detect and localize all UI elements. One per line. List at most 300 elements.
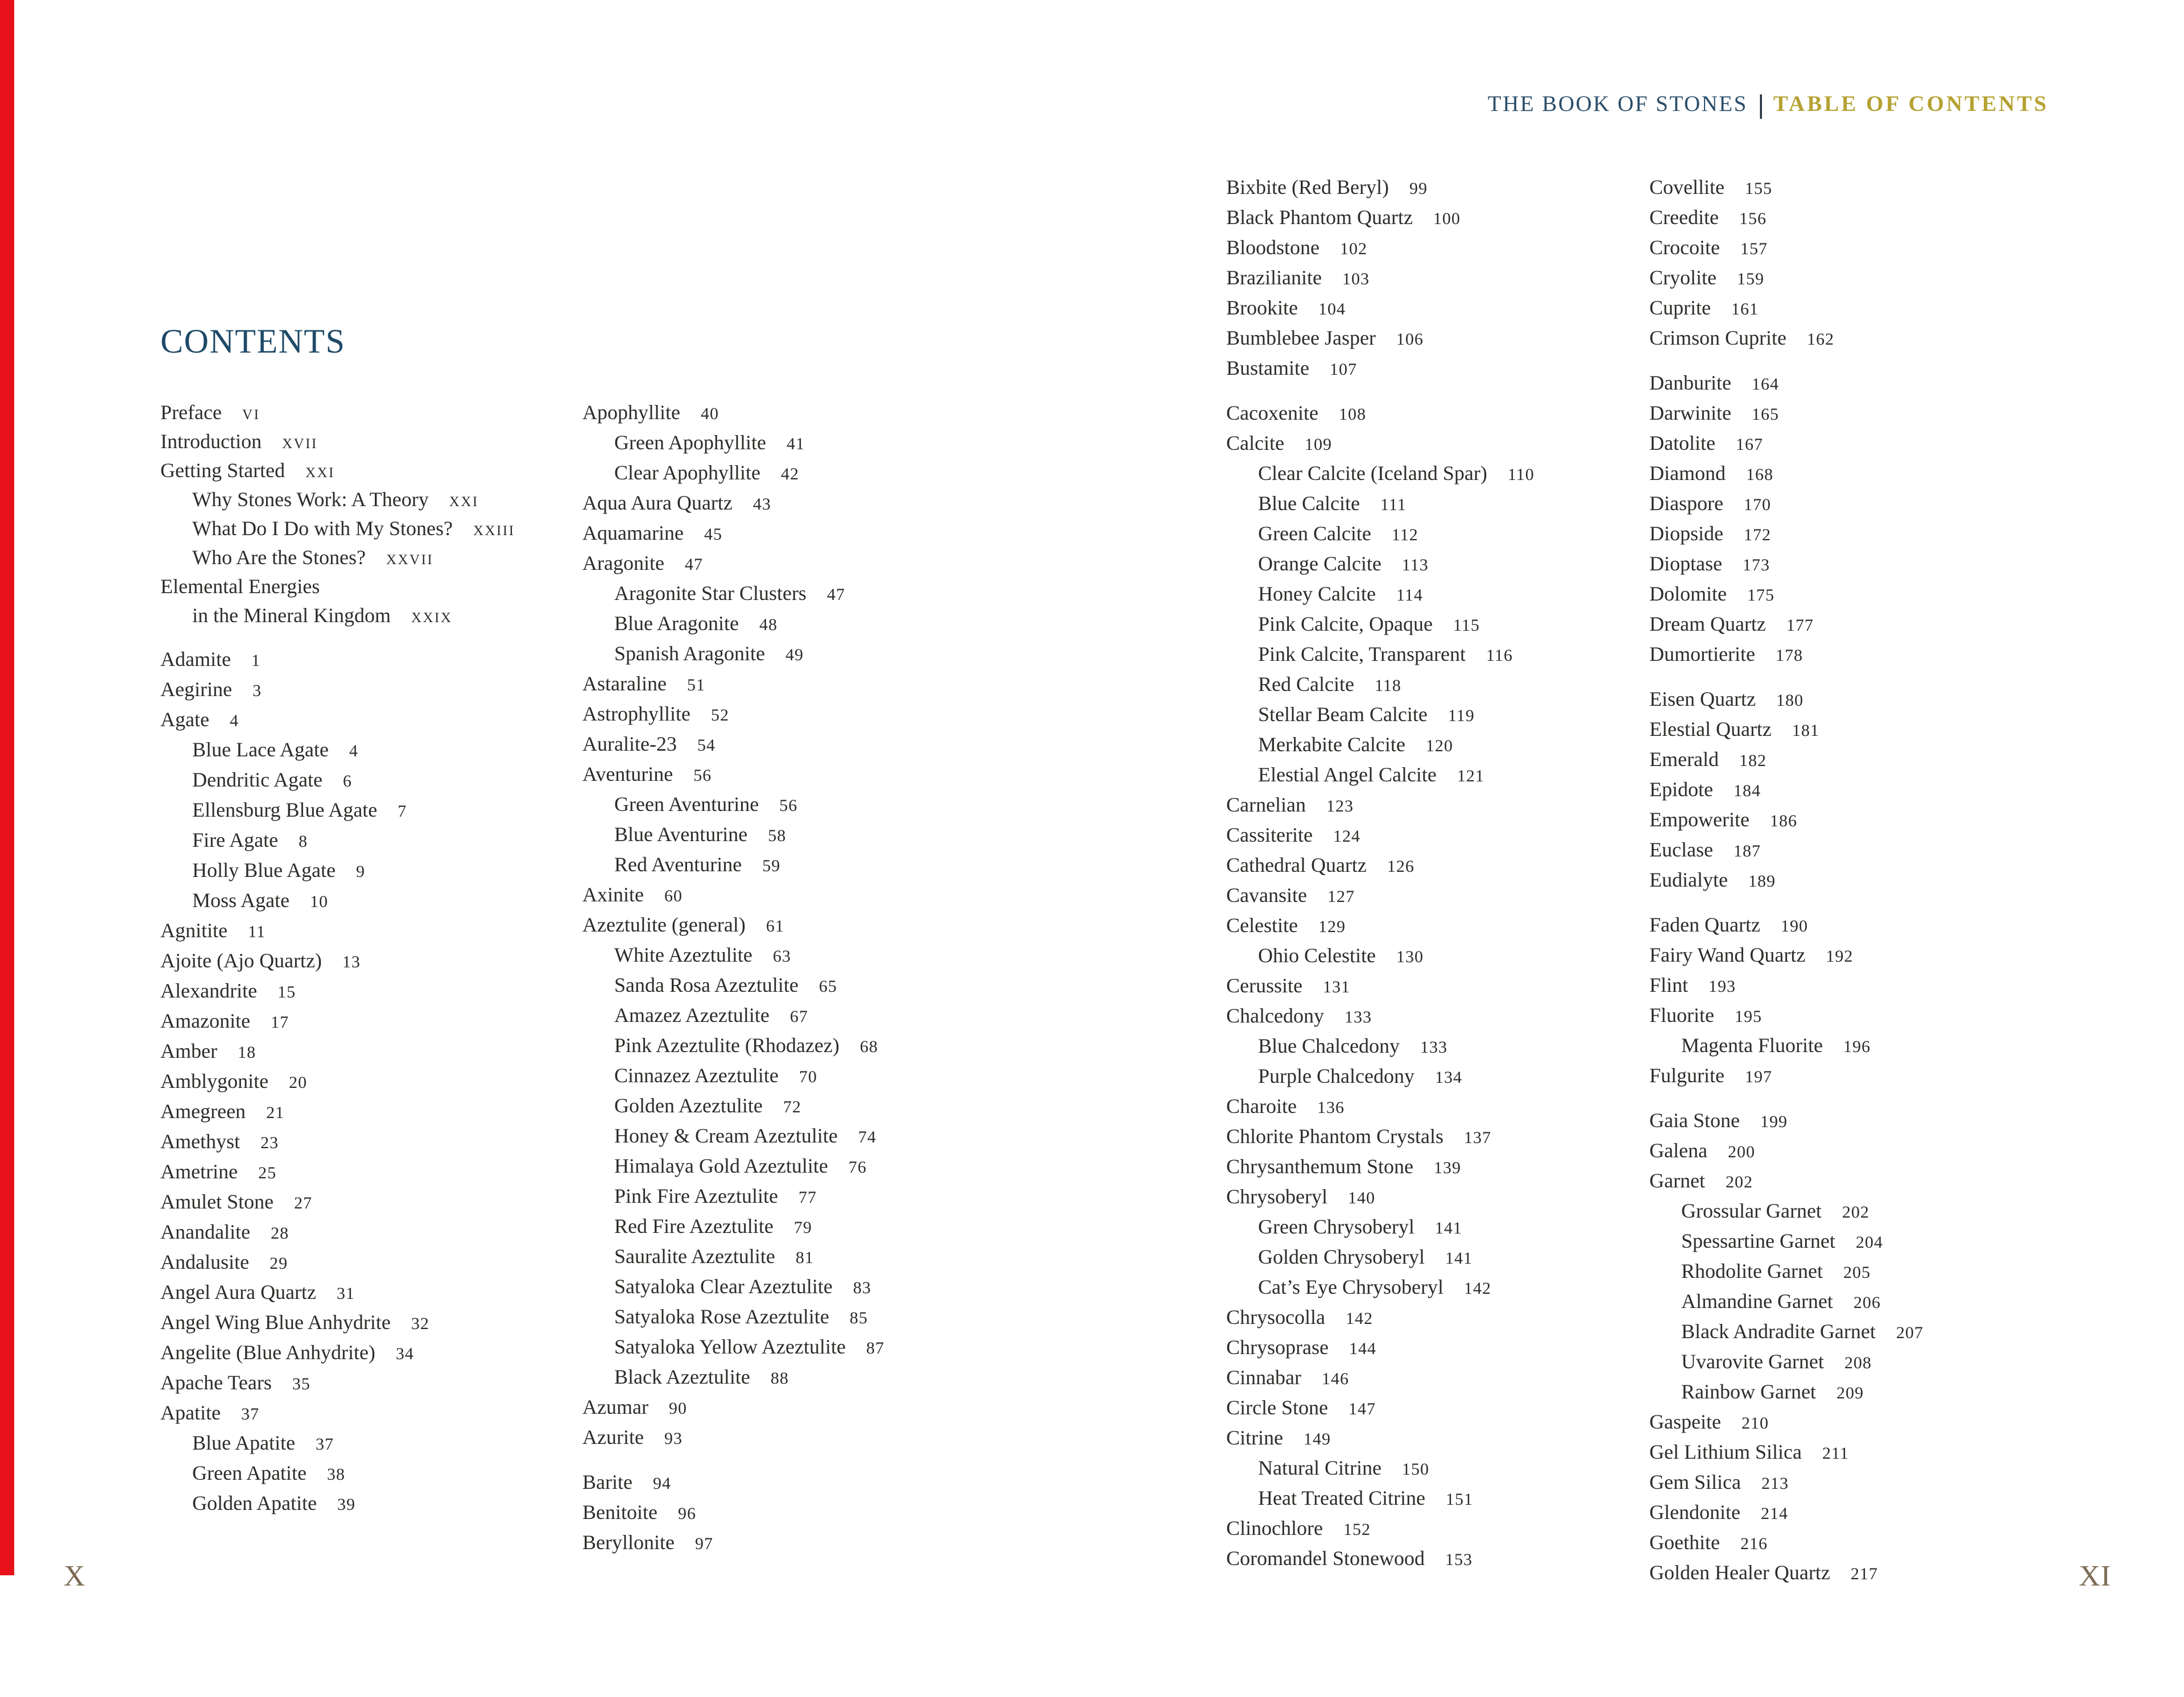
toc-entry [160, 485, 570, 514]
entry-page-number: 119 [1447, 706, 1475, 725]
entry-label: Chalcedony [1226, 1004, 1324, 1027]
entry-page-number: 116 [1486, 646, 1513, 665]
toc-entry [1649, 1197, 2059, 1227]
entry-page-number: 52 [710, 706, 729, 725]
toc-entry [160, 856, 570, 886]
entry-page-number: 94 [652, 1474, 671, 1493]
entry-page-number: xvii [282, 430, 318, 453]
entry-page-number: 118 [1374, 676, 1401, 695]
toc-entry [1226, 293, 1636, 324]
toc-entry [1649, 580, 2059, 610]
entry-page-number: 107 [1330, 360, 1357, 379]
entry-page-number: 142 [1463, 1279, 1491, 1298]
entry-label: Carnelian [1226, 793, 1306, 816]
toc-entry [1649, 640, 2059, 670]
entry-page-number: 87 [866, 1339, 884, 1357]
entry-page-number: 37 [315, 1435, 334, 1454]
entry-label: Almandine Garnet [1681, 1290, 1833, 1313]
entry-page-number: 139 [1433, 1158, 1461, 1177]
toc-entry [582, 1272, 992, 1302]
toc-entry [160, 427, 570, 456]
entry-page-number: 134 [1434, 1068, 1462, 1087]
entry-page-number: 129 [1318, 917, 1346, 936]
entry-label: Who Are the Stones? [192, 546, 366, 569]
entry-page-number: 61 [766, 917, 784, 936]
toc-entry [582, 1182, 992, 1212]
toc-entry [1649, 1227, 2059, 1257]
entry-page-number: 147 [1348, 1400, 1376, 1418]
entry-page-number: 149 [1303, 1430, 1331, 1448]
entry-page-number: 180 [1776, 691, 1804, 710]
toc-entry [1226, 173, 1636, 203]
entry-label: Getting Started [160, 459, 285, 482]
toc-entry [160, 1429, 570, 1459]
entry-label: Black Azeztulite [614, 1365, 750, 1388]
entry-label: Clear Apophyllite [614, 461, 760, 484]
toc-entry [160, 1459, 570, 1489]
toc-entry [1226, 429, 1636, 459]
toc-entry [160, 1127, 570, 1157]
entry-page-number: 133 [1344, 1008, 1372, 1027]
entry-page-number: 112 [1391, 525, 1418, 544]
entry-label: Blue Chalcedony [1258, 1034, 1400, 1057]
toc-entry [160, 946, 570, 976]
entry-page-number: 121 [1457, 767, 1484, 785]
toc-entry [582, 1363, 992, 1393]
entry-label: Sanda Rosa Azeztulite [614, 974, 799, 996]
entry-page-number: 173 [1742, 556, 1770, 574]
entry-label: Astaraline [582, 672, 667, 695]
entry-page-number: 211 [1822, 1444, 1849, 1463]
entry-page-number: 187 [1733, 842, 1761, 860]
entry-label: Uvarovite Garnet [1681, 1350, 1824, 1373]
entry-label: Golden Chrysoberyl [1258, 1245, 1425, 1268]
entry-page-number: 205 [1843, 1263, 1871, 1282]
toc-entry [1226, 971, 1636, 1001]
entry-page-number: 74 [858, 1128, 876, 1146]
entry-page-number: 11 [247, 922, 266, 941]
toc-entry [1226, 1393, 1636, 1423]
entry-label: Alexandrite [160, 979, 257, 1002]
entry-page-number: 70 [799, 1067, 817, 1086]
toc-entry [582, 489, 992, 519]
entry-label: Amethyst [160, 1130, 240, 1153]
entry-page-number: 167 [1735, 435, 1763, 454]
toc-entry [160, 398, 570, 427]
entry-label: Why Stones Work: A Theory [192, 488, 429, 511]
entry-label: Green Chrysoberyl [1258, 1215, 1414, 1238]
entry-label: Aragonite [582, 552, 664, 574]
entry-page-number: 150 [1401, 1460, 1429, 1479]
entry-page-number: 3 [252, 681, 262, 700]
toc-entry [1226, 1001, 1636, 1032]
entry-label: Angelite (Blue Anhydrite) [160, 1341, 375, 1364]
entry-page-number: 111 [1380, 495, 1407, 514]
entry-page-number: 100 [1433, 209, 1461, 228]
toc-entry [1226, 821, 1636, 851]
entry-label: Benitoite [582, 1501, 657, 1524]
toc-entry [1649, 459, 2059, 489]
toc-entry [160, 514, 570, 543]
toc-entry [1649, 1106, 2059, 1136]
entry-page-number: 124 [1333, 827, 1360, 846]
entry-page-number: 51 [686, 676, 705, 694]
toc-column [160, 398, 570, 1519]
toc-entry [1226, 1152, 1636, 1182]
toc-entry [1226, 580, 1636, 610]
entry-label: Dream Quartz [1649, 612, 1766, 635]
toc-entry [1226, 1514, 1636, 1544]
toc-entry [1649, 910, 2059, 941]
toc-entry [1649, 1377, 2059, 1408]
entry-label: Goethite [1649, 1531, 1720, 1554]
entry-label: Gaia Stone [1649, 1109, 1740, 1132]
entry-page-number: 123 [1326, 797, 1354, 816]
toc-entry [1226, 941, 1636, 971]
entry-label: What Do I Do with My Stones? [192, 517, 453, 540]
toc-entry [1649, 775, 2059, 805]
entry-page-number: 175 [1747, 586, 1774, 605]
entry-label: Crimson Cuprite [1649, 326, 1786, 349]
toc-entry [1649, 519, 2059, 549]
entry-page-number: 13 [342, 953, 361, 971]
entry-label: Fairy Wand Quartz [1649, 943, 1806, 966]
entry-label: Elemental Energies [160, 575, 320, 598]
entry-label: Holly Blue Agate [192, 859, 336, 881]
entry-page-number: 195 [1735, 1007, 1762, 1026]
entry-page-number: 199 [1760, 1112, 1788, 1131]
toc-entry [160, 543, 570, 572]
entry-label: Chrysanthemum Stone [1226, 1155, 1413, 1178]
entry-page-number: 181 [1792, 721, 1819, 740]
entry-label: Crocoite [1649, 236, 1720, 259]
entry-label: Honey Calcite [1258, 582, 1376, 605]
entry-label: Circle Stone [1226, 1396, 1328, 1419]
toc-entry [1226, 519, 1636, 549]
entry-label: Cacoxenite [1226, 402, 1318, 424]
toc-entry [160, 601, 570, 630]
toc-entry [582, 1393, 992, 1423]
entry-page-number: 48 [759, 615, 777, 634]
toc-entry [1649, 685, 2059, 715]
entry-page-number: 85 [849, 1309, 868, 1327]
entry-label: Introduction [160, 430, 262, 453]
entry-page-number: 172 [1744, 525, 1771, 544]
page-number-right: XI [2079, 1560, 2111, 1592]
entry-label: Eisen Quartz [1649, 688, 1756, 710]
entry-page-number: 67 [789, 1007, 808, 1026]
entry-page-number: 217 [1850, 1564, 1878, 1583]
entry-label: Blue Aventurine [614, 823, 748, 846]
toc-entry [1649, 173, 2059, 203]
entry-page-number: 114 [1396, 586, 1423, 605]
toc-entry [582, 1121, 992, 1152]
entry-page-number: 144 [1349, 1339, 1376, 1358]
entry-label: Purple Chalcedony [1258, 1065, 1414, 1087]
page-number-left: X [64, 1560, 86, 1592]
toc-entry [1649, 1031, 2059, 1061]
entry-page-number: 34 [395, 1344, 414, 1363]
toc-entry [582, 1302, 992, 1332]
entry-label: Blue Apatite [192, 1431, 295, 1454]
entry-label: Cassiterite [1226, 823, 1313, 846]
entry-label: Citrine [1226, 1426, 1283, 1449]
entry-label: Creedite [1649, 206, 1719, 229]
entry-page-number: 56 [779, 796, 798, 815]
entry-label: Angel Aura Quartz [160, 1281, 316, 1303]
entry-label: Beryllonite [582, 1531, 675, 1554]
toc-entry [1226, 324, 1636, 354]
entry-label: Empowerite [1649, 808, 1749, 831]
toc-entry [1649, 1558, 2059, 1588]
entry-page-number: 161 [1731, 300, 1759, 318]
entry-label: Dendritic Agate [192, 768, 322, 791]
entry-page-number: 72 [783, 1098, 801, 1116]
entry-label: Stellar Beam Calcite [1258, 703, 1428, 726]
entry-label: Bumblebee Jasper [1226, 326, 1376, 349]
toc-entry [1226, 1092, 1636, 1122]
entry-label: Rainbow Garnet [1681, 1380, 1816, 1403]
entry-label: Covellite [1649, 176, 1724, 198]
toc-entry [582, 1061, 992, 1091]
entry-page-number: 8 [298, 832, 308, 851]
entry-label: Blue Aragonite [614, 612, 739, 635]
entry-page-number: vi [242, 401, 260, 424]
entry-label: Green Aventurine [614, 793, 759, 816]
toc-entry [582, 609, 992, 639]
entry-page-number: 140 [1347, 1189, 1375, 1207]
entry-page-number: 136 [1317, 1098, 1345, 1117]
entry-label: Golden Azeztulite [614, 1094, 763, 1117]
entry-label: Fluorite [1649, 1004, 1714, 1027]
entry-label: Gem Silica [1649, 1471, 1741, 1493]
toc-entry [582, 820, 992, 850]
toc-entry [160, 796, 570, 826]
entry-label: Amazez Azeztulite [614, 1004, 770, 1027]
entry-label: Fulgurite [1649, 1064, 1724, 1087]
entry-page-number: 216 [1740, 1534, 1768, 1553]
toc-entry [1649, 1317, 2059, 1347]
toc-entry [1649, 233, 2059, 263]
toc-entry [582, 850, 992, 880]
entry-page-number: 202 [1725, 1173, 1753, 1191]
entry-label: Pink Calcite, Opaque [1258, 612, 1433, 635]
entry-label: Agate [160, 708, 209, 731]
toc-entry [582, 910, 992, 941]
entry-page-number: 25 [258, 1164, 276, 1182]
entry-page-number: 130 [1396, 947, 1424, 966]
toc-entry [582, 458, 992, 489]
toc-entry [1649, 1257, 2059, 1287]
entry-label: Ohio Celestite [1258, 944, 1376, 967]
entry-label: Danburite [1649, 371, 1731, 394]
entry-page-number: 1 [251, 651, 260, 670]
toc-entry [1649, 293, 2059, 324]
entry-label: Elestial Quartz [1649, 718, 1772, 740]
entry-page-number: 49 [785, 645, 804, 664]
entry-label: Ajoite (Ajo Quartz) [160, 949, 322, 972]
toc-entry [1649, 1408, 2059, 1438]
book-title: THE BOOK OF STONES [1487, 92, 1748, 116]
entry-page-number: 39 [337, 1495, 355, 1514]
toc-entry [582, 1212, 992, 1242]
entry-label: Green Apatite [192, 1462, 307, 1484]
toc-entry [1226, 851, 1636, 881]
entry-label: Coromandel Stonewood [1226, 1547, 1425, 1570]
toc-entry [160, 1278, 570, 1308]
entry-label: Black Phantom Quartz [1226, 206, 1413, 229]
entry-label: Preface [160, 401, 222, 424]
toc-entry [582, 1332, 992, 1363]
entry-page-number: 20 [288, 1073, 307, 1092]
entry-label: Apache Tears [160, 1371, 272, 1394]
entry-page-number: 141 [1445, 1249, 1472, 1268]
entry-label: Elestial Angel Calcite [1258, 763, 1437, 786]
toc-entry [582, 1001, 992, 1031]
entry-page-number: 29 [269, 1254, 288, 1273]
entry-page-number: 31 [336, 1284, 355, 1303]
entry-label: Angel Wing Blue Anhydrite [160, 1311, 391, 1334]
entry-page-number: 9 [355, 862, 365, 881]
entry-label: Aqua Aura Quartz [582, 491, 733, 514]
entry-label: Pink Calcite, Transparent [1258, 643, 1466, 665]
entry-label: Golden Healer Quartz [1649, 1561, 1830, 1584]
toc-entry [582, 549, 992, 579]
entry-page-number: 142 [1345, 1309, 1373, 1328]
entry-page-number: 159 [1736, 270, 1764, 288]
entry-page-number: 32 [411, 1314, 429, 1333]
entry-page-number: 189 [1748, 872, 1776, 891]
entry-page-number: 83 [853, 1278, 871, 1297]
entry-label: Brazilianite [1226, 266, 1322, 289]
toc-entry [160, 1368, 570, 1398]
toc-entry [160, 1489, 570, 1519]
entry-page-number: 102 [1340, 239, 1368, 258]
entry-page-number: 206 [1853, 1293, 1881, 1312]
toc-entry [1226, 1544, 1636, 1574]
toc-entry [1226, 1243, 1636, 1273]
entry-page-number: 59 [762, 856, 781, 875]
toc-entry [1226, 730, 1636, 760]
entry-page-number: 192 [1826, 947, 1854, 966]
toc-entry [1649, 1287, 2059, 1317]
entry-label: Axinite [582, 883, 644, 906]
entry-label: Dioptase [1649, 552, 1722, 575]
entry-label: Chrysoprase [1226, 1336, 1329, 1359]
entry-label: Natural Citrine [1258, 1456, 1381, 1479]
toc-entry [582, 700, 992, 730]
entry-page-number: 197 [1745, 1067, 1772, 1086]
entry-page-number: 186 [1769, 812, 1797, 830]
entry-page-number: xxiii [473, 517, 515, 540]
entry-page-number: 127 [1327, 887, 1355, 906]
entry-label: Calcite [1226, 432, 1284, 454]
entry-page-number: 115 [1453, 616, 1480, 635]
entry-label: Azumar [582, 1396, 648, 1418]
toc-entry [1226, 233, 1636, 263]
entry-page-number: 47 [826, 585, 845, 604]
entry-label: Galena [1649, 1139, 1707, 1162]
toc-entry [582, 730, 992, 760]
entry-page-number: 153 [1445, 1550, 1472, 1569]
entry-label: Orange Calcite [1258, 552, 1381, 575]
entry-page-number: 43 [752, 495, 771, 514]
entry-label: Red Calcite [1258, 673, 1354, 696]
toc-entry [160, 705, 570, 735]
entry-label: Azurite [582, 1426, 644, 1448]
toc-column [582, 398, 992, 1558]
toc-entry [160, 456, 570, 485]
toc-entry [582, 579, 992, 609]
toc-entry [1649, 745, 2059, 775]
entry-label: Amazonite [160, 1009, 250, 1032]
toc-entry [1226, 263, 1636, 293]
toc-entry [1649, 715, 2059, 745]
entry-page-number: 17 [270, 1013, 289, 1032]
toc-entry [1649, 1528, 2059, 1558]
entry-label: Astrophyllite [582, 702, 690, 725]
entry-page-number: 131 [1322, 978, 1350, 996]
entry-page-number: 209 [1836, 1384, 1864, 1402]
entry-label: Cuprite [1649, 296, 1711, 319]
entry-page-number: 42 [780, 465, 799, 483]
entry-label: Magenta Fluorite [1681, 1034, 1823, 1057]
toc-entry [1649, 489, 2059, 519]
toc-entry [1226, 489, 1636, 519]
entry-label: Amber [160, 1040, 217, 1062]
page-edge-red-stripe [0, 0, 14, 1575]
toc-entry [160, 1308, 570, 1338]
entry-label: Ellensburg Blue Agate [192, 798, 378, 821]
entry-label: Cathedral Quartz [1226, 854, 1367, 876]
toc-entry [1226, 399, 1636, 429]
toc-entry [160, 1248, 570, 1278]
entry-label: Glendonite [1649, 1501, 1740, 1524]
entry-page-number: 193 [1709, 977, 1736, 996]
toc-entry [582, 1242, 992, 1272]
entry-label: Eudialyte [1649, 868, 1728, 891]
entry-label: Gel Lithium Silica [1649, 1441, 1802, 1463]
entry-label: Dumortierite [1649, 643, 1755, 665]
toc-entry [1226, 790, 1636, 821]
toc-entry [160, 1338, 570, 1368]
toc-entry [1649, 1001, 2059, 1031]
entry-label: Fire Agate [192, 829, 278, 851]
entry-label: Satyaloka Clear Azeztulite [614, 1275, 833, 1298]
entry-label: Black Andradite Garnet [1681, 1320, 1876, 1343]
entry-label: Bloodstone [1226, 236, 1320, 259]
entry-label: Aragonite Star Clusters [614, 582, 806, 605]
entry-page-number: 65 [818, 977, 837, 996]
entry-label: Apatite [160, 1401, 221, 1424]
entry-page-number: 133 [1420, 1038, 1447, 1057]
entry-label: Aventurine [582, 763, 673, 785]
entry-label: Amblygonite [160, 1070, 268, 1092]
entry-page-number: 213 [1761, 1474, 1789, 1493]
entry-label: Anandalite [160, 1220, 250, 1243]
entry-label: Barite [582, 1471, 632, 1493]
toc-entry [1226, 354, 1636, 384]
entry-page-number: 10 [310, 892, 328, 911]
entry-label: Grossular Garnet [1681, 1199, 1822, 1222]
entry-label: Himalaya Gold Azeztulite [614, 1154, 828, 1177]
entry-page-number: 110 [1507, 465, 1534, 484]
entry-page-number: 37 [241, 1405, 259, 1423]
toc-entry [1649, 1468, 2059, 1498]
entry-page-number: 76 [848, 1158, 867, 1177]
entry-page-number: 28 [270, 1224, 289, 1243]
toc-entry [582, 398, 992, 428]
